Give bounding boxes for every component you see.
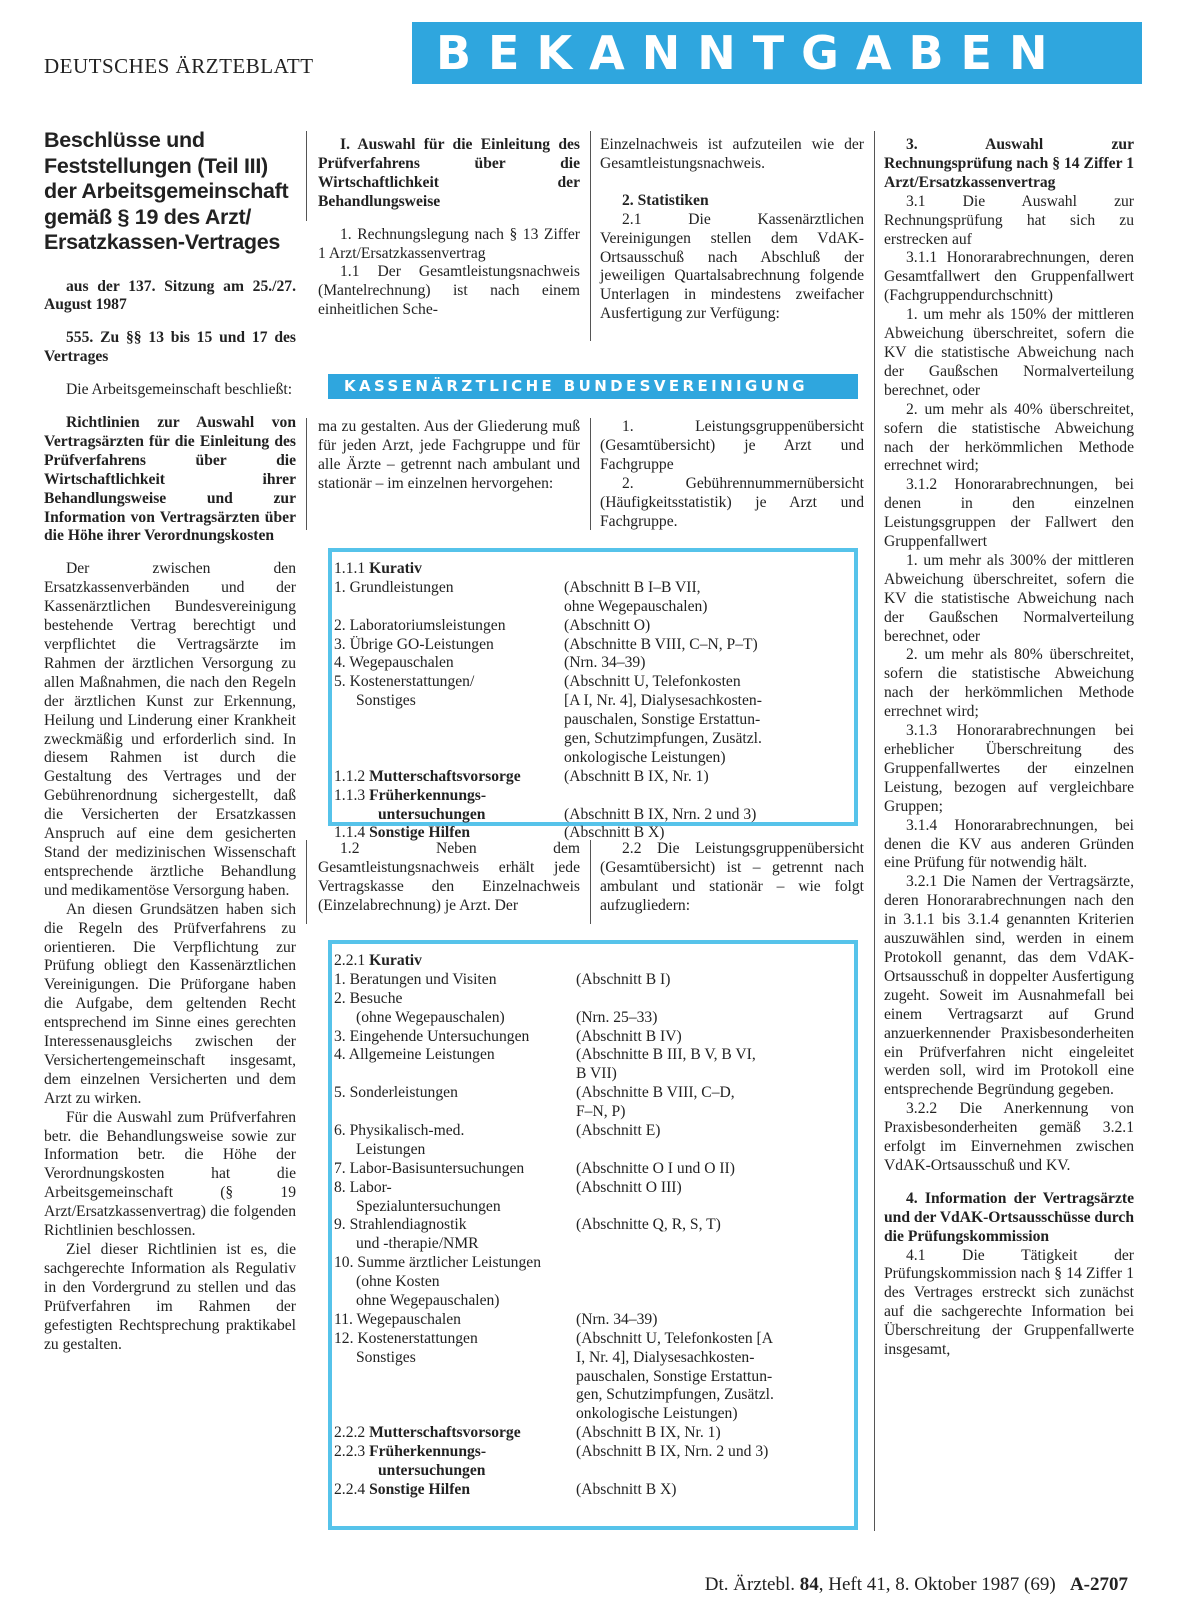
row-value: [A I, Nr. 4], Dialysesachkosten- [564,692,762,710]
table-row [334,692,854,711]
row-label: 2.2.4 Sonstige Hilfen [334,1480,471,1498]
paragraph: 1. um mehr als 300% der mittleren Abweichung überschreitet, sofern die KV die statistische Abweichung nach der Gaußschen Normalverteilung berechnet, oder [884,551,1134,645]
row-value: onkologische Leistungen) [576,1405,738,1423]
paragraph: 1.2 Neben dem Gesamtleistungsnachweis erhält jede Vertragskasse den Einzelnachweis (Einzelabrechnung) je Arzt. Der [318,840,580,914]
table-row [334,1103,854,1122]
table-row [334,654,854,673]
table-row [334,1216,854,1235]
table-row [334,749,854,768]
row-label: Leistungen [356,1140,426,1158]
row-label: 12. Kostenerstattungen [334,1329,478,1347]
row-value: onkologische Leistungen) [564,748,726,766]
headline-line: Beschlüsse und [44,128,205,152]
row-label: 2. Besuche [334,989,403,1007]
row-value: (Abschnitt B X) [564,824,665,842]
table-row [334,1330,854,1349]
column-rule [306,840,307,924]
paragraph: Einzelnachweis ist aufzuteilen wie der Gesamtleistungsnachweis. [600,136,864,172]
row-value: ohne Wegepauschalen) [564,597,708,615]
table-row [334,636,854,655]
row-label: 2.2.2 Mutterschaftsvorsorge [334,1424,521,1442]
paragraph: Der zwischen den Ersatzkassenverbänden und der Kassenärztlichen Bundesvereinigung bestehende Vertrag berechtigt und verpflichtet die Vertragsärzte im Rahmen der ärztlichen Versorgung zu allen Maßnahmen, die nach den Regeln der ärztlichen Kunst zur Erkennung, Heilung und Linderung einer Krankheit zweckmäßig und erforderlich sind. In diesem Rahmen ist durch die Gestaltung des Vertrages und der Gebührenordnung sichergestellt, daß die Versicherten der Ersatzkassen Anspruch auf eine dem gesicherten Stand der medizinischen Wissenschaft entsprechende ärztliche Behandlung und medikamentöse Versorgung haben. [44,560,296,899]
column-rule [590,418,591,530]
table-row [334,617,854,636]
row-label: 3. Eingehende Untersuchungen [334,1027,530,1045]
table-row [334,560,854,579]
column-4 [884,136,1134,1360]
table-row [334,598,854,617]
table-row [334,1349,854,1368]
row-label: untersuchungen [378,805,486,823]
volume-number: 84 [799,1574,819,1595]
classification-table-2 [334,952,854,1500]
row-value: pauschalen, Sonstige Erstattun- [564,711,761,729]
row-label: 5. Kostenerstattungen/ [334,673,475,691]
table-row [334,1368,854,1387]
column-1 [44,128,296,1354]
page-footer [705,1574,1128,1596]
paragraph: 2. um mehr als 80% überschreitet, sofern die statistische Abweichung nach der herkömmlichen Methode errechnet wird; [884,646,1134,721]
section-heading: 2. Statistiken [622,191,709,209]
row-label: 1.1.3 Früherkennungs- [334,786,487,804]
table-row [334,990,854,1009]
table-row [334,1028,854,1047]
row-value: (Nrn. 34–39) [576,1310,658,1328]
row-value: I, Nr. 4], Dialysesachkosten- [576,1348,755,1366]
row-value: (Abschnitt B I) [576,970,671,988]
table-row [334,1443,854,1462]
paragraph: 3.2.2 Die Anerkennung von Praxisbesonderheiten gemäß 3.2.1 erfolgt im Einvernehmen zwischen VdAK-Ortsausschuß und KV. [884,1100,1134,1174]
section-heading: 4. Information der Vertragsärzte und der VdAK-Ortsausschüsse durch die Prüfungskommission [884,1189,1135,1245]
paragraph: Die Arbeitsgemeinschaft beschließt: [66,381,293,399]
table-row [334,1405,854,1424]
row-value: pauschalen, Sonstige Erstattun- [576,1367,773,1385]
column-2-lower [318,840,580,916]
column-2-middle [318,418,580,494]
table-row [334,1254,854,1273]
table-row [334,1160,854,1179]
section-heading: I. Auswahl für die Einleitung des Prüfverfahrens über die Wirtschaftlichkeit der Behandlungsweise [318,136,580,210]
paragraph: 2. Gebührennummernübersicht (Häufigkeitsstatistik) je Arzt und Fachgruppe. [600,474,864,530]
row-label: 1.1.1 Kurativ [334,560,422,577]
column-3-top [600,136,864,324]
table-row [334,1481,854,1500]
masthead: DEUTSCHES ÄRZTEBLATT [44,54,314,78]
classification-table-1 [334,560,854,843]
row-label: und -therapie/NMR [356,1235,479,1253]
table-row [334,1386,854,1405]
table-row [334,1424,854,1443]
paragraph: Ziel dieser Richtlinien ist es, die sachgerechte Information als Regulativ in den Vordergrund zu stellen und das Prüfverfahren im Rahmen der gefestigten Rechtsprechung praktikabel zu gestalten. [44,1241,296,1353]
table-row [334,711,854,730]
table-row [334,1311,854,1330]
row-value: (Abschnitt B IV) [576,1027,682,1045]
row-label: 1.1.4 Sonstige Hilfen [334,824,471,842]
table-row [334,1235,854,1254]
row-value: F–N, P) [576,1103,626,1121]
column-2-top [318,136,580,320]
journal-name: Dt. Ärztebl. [704,1574,800,1595]
section-banner [412,22,1142,84]
row-value: (Abschnitt O III) [576,1178,682,1196]
row-value: (Abschnitte B VIII, C–D, [576,1084,735,1102]
paragraph: 3.1.4 Honorarabrechnungen, bei denen die KV aus anderen Gründen eine Prüfung für notwendig hält. [884,816,1134,872]
column-rule [590,131,591,341]
row-label: (ohne Kosten [356,1273,440,1291]
column-3-lower [600,840,864,916]
headline-line: gemäß § 19 des Arzt/ [44,204,252,229]
column-rule [306,131,307,221]
row-label: 3. Übrige GO-Leistungen [334,635,494,653]
row-label: 1.1.2 Mutterschaftsvorsorge [334,767,521,785]
column-rule [306,418,307,530]
row-value: (Abschnitt E) [576,1122,661,1140]
headline-line: der Arbeitsgemeinschaft [44,179,289,203]
row-label: Sonstiges [356,1348,416,1366]
section-banner-label: BEKANNTGABEN [436,26,1065,80]
column-rule [590,840,591,924]
table-row [334,1292,854,1311]
issue-info: , Heft 41, 8. Oktober 1987 (69) [818,1574,1056,1595]
table-row [334,730,854,749]
row-value: gen, Schutzimpfungen, Zusätzl. [576,1386,774,1404]
table-row [334,1084,854,1103]
paragraph: 3.1.1 Honorarabrechnungen, deren Gesamtfallwert den Gruppenfallwert (Fachgruppendurchschnitt) [884,249,1134,305]
row-label: 11. Wegepauschalen [334,1310,461,1328]
row-value: (Abschnitt B I–B VII, [564,578,701,596]
table-row [334,1273,854,1292]
row-label: 1. Grundleistungen [334,578,454,596]
table-row [334,673,854,692]
paragraph: 2.1 Die Kassenärztlichen Vereinigungen stellen dem VdAK-Ortsausschuß nach Abschluß der jeweiligen Quartalsabrechnung folgende Unterlagen in mindestens zweifacher Ausfertigung zur Verfügung: [600,210,864,323]
table-row [334,1009,854,1028]
paragraph: An diesen Grundsätzen haben sich die Regeln des Prüfverfahrens zu orientieren. Die Verpflichtung zur Prüfung obliegt den Kassenärztlichen Vereinigungen. Die Prüforgane haben die Aufgabe, dem geltenden Recht entsprechend im Sinne eines gerechten Interessenausgleichs zwischen der Versichertengemeinschaft insgesamt, dem einzelnen Versicherten und dem Arzt zu wirken. [44,900,296,1107]
row-label: 4. Wegepauschalen [334,654,454,672]
paragraph: 4.1 Die Tätigkeit der Prüfungskommission nach § 14 Ziffer 1 des Vertrages erstreckt sich zunächst auf die sachgerechte Information bei Überschreitung der Gruppenfallwerte insgesamt, [884,1246,1134,1359]
row-label: 2.2.1 Kurativ [334,952,422,969]
table-row [334,1179,854,1198]
row-value: (Nrn. 25–33) [576,1008,658,1026]
guideline-title: Richtlinien zur Auswahl von Vertragsärzten für die Einleitung des Prüfverfahrens über die Wirtschaftlichkeit ihrer Behandlungsweise und zur Information von Vertragsärzten über die Höhe ihrer Verordnungskosten [44,414,296,545]
headline-line: Feststellungen (Teil III) [44,153,268,178]
row-value: B VII) [576,1065,617,1083]
table-row [334,1046,854,1065]
table-row [334,806,854,825]
row-label: 1. Beratungen und Visiten [334,970,497,988]
table-row [334,1065,854,1084]
table-row [334,1198,854,1217]
row-label: 10. Summe ärztlicher Leistungen [334,1254,541,1272]
page-number: A-2707 [1069,1574,1128,1595]
row-value: (Abschnitte Q, R, S, T) [576,1216,721,1234]
paragraph: 1. Leistungsgruppenübersicht (Gesamtübersicht) je Arzt und Fachgruppe [600,418,864,473]
paragraph: 2.2 Die Leistungsgruppenübersicht (Gesamtübersicht) ist – getrennt nach ambulant und stationär – wie folgt aufzugliedern: [600,840,864,914]
item-heading: 555. Zu §§ 13 bis 15 und 17 des Vertrages [44,329,296,366]
row-value: (Abschnitt U, Telefonkosten [564,673,741,691]
table-row [334,768,854,787]
row-label: untersuchungen [378,1462,486,1480]
kbv-banner-label: KASSENÄRZTLICHE BUNDESVEREINIGUNG [344,377,808,395]
paragraph: Für die Auswahl zum Prüfverfahren betr. die Behandlungsweise sowie zur Information betr. die Höhe der Verordnungskosten hat die Arbeitsgemeinschaft (§ 19 Arzt/Ersatzkassenvertrag) die folgenden Richtlinien beschlossen. [44,1108,296,1240]
table-row [334,952,854,971]
paragraph: 3.1.2 Honorarabrechnungen, bei denen in den einzelnen Leistungsgruppen der Fallwert den Gruppenfallwert [884,476,1134,551]
row-value: (Abschnitt B X) [576,1480,677,1498]
row-label: 8. Labor- [334,1178,392,1196]
paragraph: 3.1.3 Honorarabrechnungen bei erheblicher Überschreitung des Gruppenfallwertes der einzelnen Leistung, bezogen auf vergleichbare Gruppen; [884,722,1134,815]
row-value: (Abschnitte B III, B V, B VI, [576,1046,756,1064]
row-label: Spezialuntersuchungen [356,1197,501,1215]
row-value: (Abschnitt B IX, Nr. 1) [564,767,709,785]
headline-line: Ersatzkassen-Vertrages [44,230,281,254]
row-label: 6. Physikalisch-med. [334,1122,465,1140]
row-label: 5. Sonderleistungen [334,1084,458,1102]
row-label: 2.2.3 Früherkennungs- [334,1443,487,1461]
column-3-middle [600,418,864,531]
paragraph: 2. um mehr als 40% überschreitet, sofern die statistische Abweichung nach der herkömmlichen Methode errechnet wird; [884,400,1134,475]
row-value: (Abschnitt B IX, Nrn. 2 und 3) [564,805,757,823]
row-value: (Abschnitt B IX, Nrn. 2 und 3) [576,1443,769,1461]
row-label: Sonstiges [356,692,416,710]
table-row [334,1462,854,1481]
table-row [334,1141,854,1160]
table-row [334,971,854,990]
paragraph: ma zu gestalten. Aus der Gliederung muß für jeden Arzt, jede Fachgruppe und für alle Ärzte – getrennt nach ambulant und stationär – im einzelnen hervorgehen: [318,418,580,492]
column-rule [874,131,875,1531]
row-value: (Abschnitte B VIII, C–N, P–T) [564,635,758,653]
kbv-banner [328,374,858,399]
paragraph: 1. Rechnungslegung nach § 13 Ziffer 1 Arzt/Ersatzkassenvertrag [318,225,580,262]
table-row [334,579,854,598]
section-heading: 3. Auswahl zur Rechnungsprüfung nach § 14 Ziffer 1 Arzt/Ersatzkassenvertrag [884,136,1134,191]
row-value: (Abschnitt O) [564,616,651,634]
row-value: gen, Schutzimpfungen, Zusätzl. [564,730,762,748]
paragraph: 3.2.1 Die Namen der Vertragsärzte, deren Honorarabrechnungen nach den in 3.1.1 bis 3.1.4 genannten Kriterien auszuwählen sind, werden in einem Protokoll genannt, das dem VdAK-Ortsausschuß in doppelter Ausfertigung zugeht. Soweit im Ausnahmefall bei einem Vertragsarzt auf Grund anzuerkennender Praxisbesonderheiten ein Prüfverfahren nicht eingeleitet werden soll, wird im Protokoll eine entsprechende Begründung gegeben. [884,873,1134,1099]
article-headline [44,128,296,256]
paragraph: 1. um mehr als 150% der mittleren Abweichung überschreitet, sofern die KV die statistische Abweichung nach der Gaußschen Normalverteilung berechnet, oder [884,306,1134,399]
row-value: (Abschnitt U, Telefonkosten [A [576,1329,773,1347]
row-label: 9. Strahlendiagnostik [334,1216,467,1234]
row-label: ohne Wegepauschalen) [356,1292,500,1310]
row-label: (ohne Wegepauschalen) [356,1008,505,1026]
row-value: (Abschnitte O I und O II) [576,1159,735,1177]
row-label: 2. Laboratoriumsleistungen [334,616,506,634]
row-label: 4. Allgemeine Leistungen [334,1046,495,1064]
paragraph: 1.1 Der Gesamtleistungsnachweis (Mantelrechnung) ist nach einem einheitlichen Sche- [318,263,580,319]
row-label: 7. Labor-Basisuntersuchungen [334,1159,525,1177]
table-row [334,787,854,806]
session-note: aus der 137. Sitzung am 25./27. August 1987 [44,277,296,314]
row-value: (Nrn. 34–39) [564,654,646,672]
row-value: (Abschnitt B IX, Nr. 1) [576,1424,721,1442]
paragraph: 3.1 Die Auswahl zur Rechnungsprüfung hat sich zu erstrecken auf [884,192,1134,248]
table-row [334,1122,854,1141]
